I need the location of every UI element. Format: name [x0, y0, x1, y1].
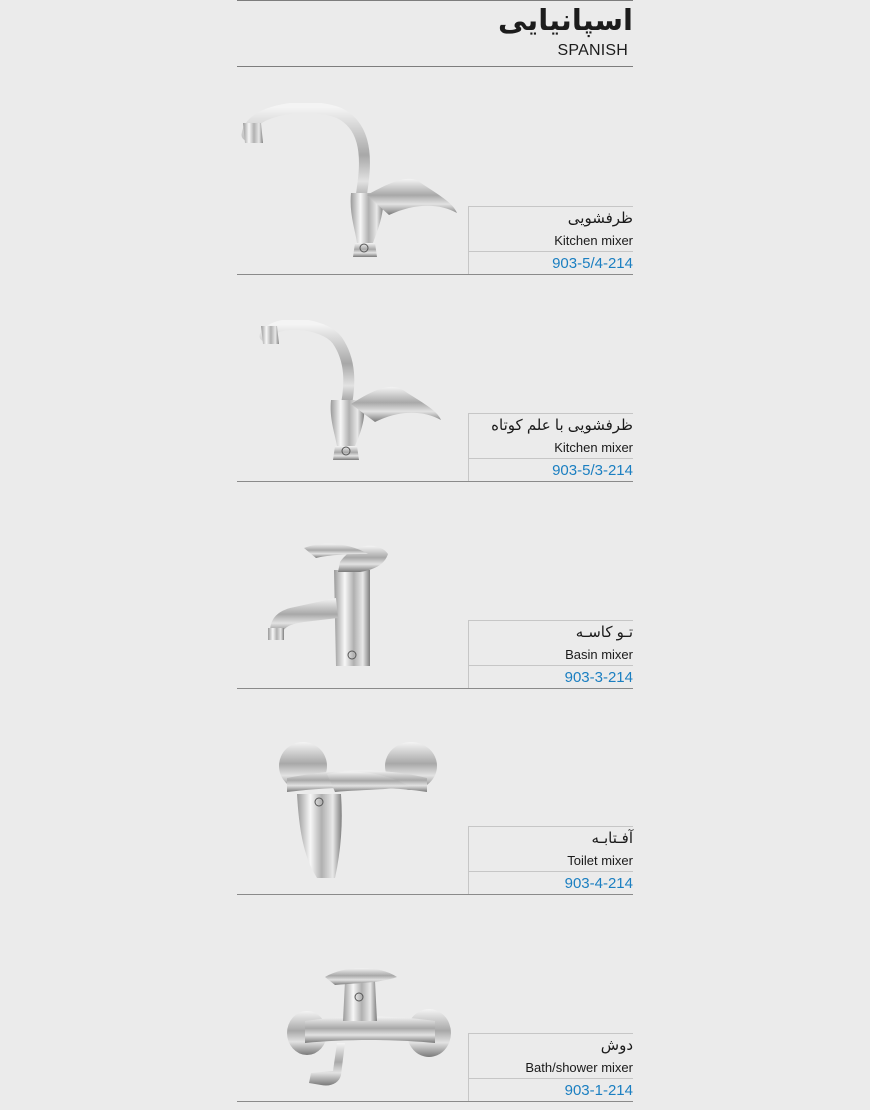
- product-info: [468, 620, 633, 688]
- product-info: [468, 826, 633, 894]
- product-info: [468, 206, 633, 274]
- product-card[interactable]: [237, 275, 633, 482]
- product-name-fa: ظرفشویی: [567, 210, 633, 227]
- kitchen-mixer-tall-spout-photo: [239, 103, 461, 263]
- product-card[interactable]: [237, 68, 633, 275]
- product-name-fa: تـو کاسـه: [575, 624, 633, 641]
- product-card[interactable]: [237, 688, 633, 895]
- product-code[interactable]: 903-3-214: [469, 665, 633, 689]
- product-code[interactable]: 903-1-214: [469, 1078, 633, 1102]
- bath-shower-mixer-photo: [285, 963, 457, 1091]
- product-name-fa: دوش: [600, 1037, 633, 1054]
- product-name-en: Toilet mixer: [567, 853, 633, 868]
- product-info: [468, 413, 633, 481]
- product-card[interactable]: [237, 895, 633, 1102]
- section-title-en: SPANISH: [557, 42, 628, 59]
- product-name-fa: آفـتابـه: [591, 830, 633, 847]
- product-name-en: Kitchen mixer: [554, 233, 633, 248]
- section-header: [237, 0, 633, 67]
- product-name-en: Basin mixer: [565, 647, 633, 662]
- product-name-fa: ظرفشویی با علم کوتاه: [491, 417, 633, 434]
- product-card[interactable]: [237, 482, 633, 689]
- kitchen-mixer-short-spout-photo: [259, 320, 459, 465]
- catalog-page: [237, 0, 633, 1110]
- basin-mixer-photo: [264, 540, 394, 670]
- section-title-fa: اسپانیایی: [497, 5, 633, 37]
- product-info: [468, 1033, 633, 1101]
- product-code[interactable]: 903-5/4-214: [469, 251, 633, 275]
- product-name-en: Kitchen mixer: [554, 440, 633, 455]
- product-name-en: Bath/shower mixer: [525, 1060, 633, 1075]
- product-code[interactable]: 903-5/3-214: [469, 458, 633, 482]
- product-code[interactable]: 903-4-214: [469, 871, 633, 895]
- toilet-mixer-photo: [277, 738, 442, 886]
